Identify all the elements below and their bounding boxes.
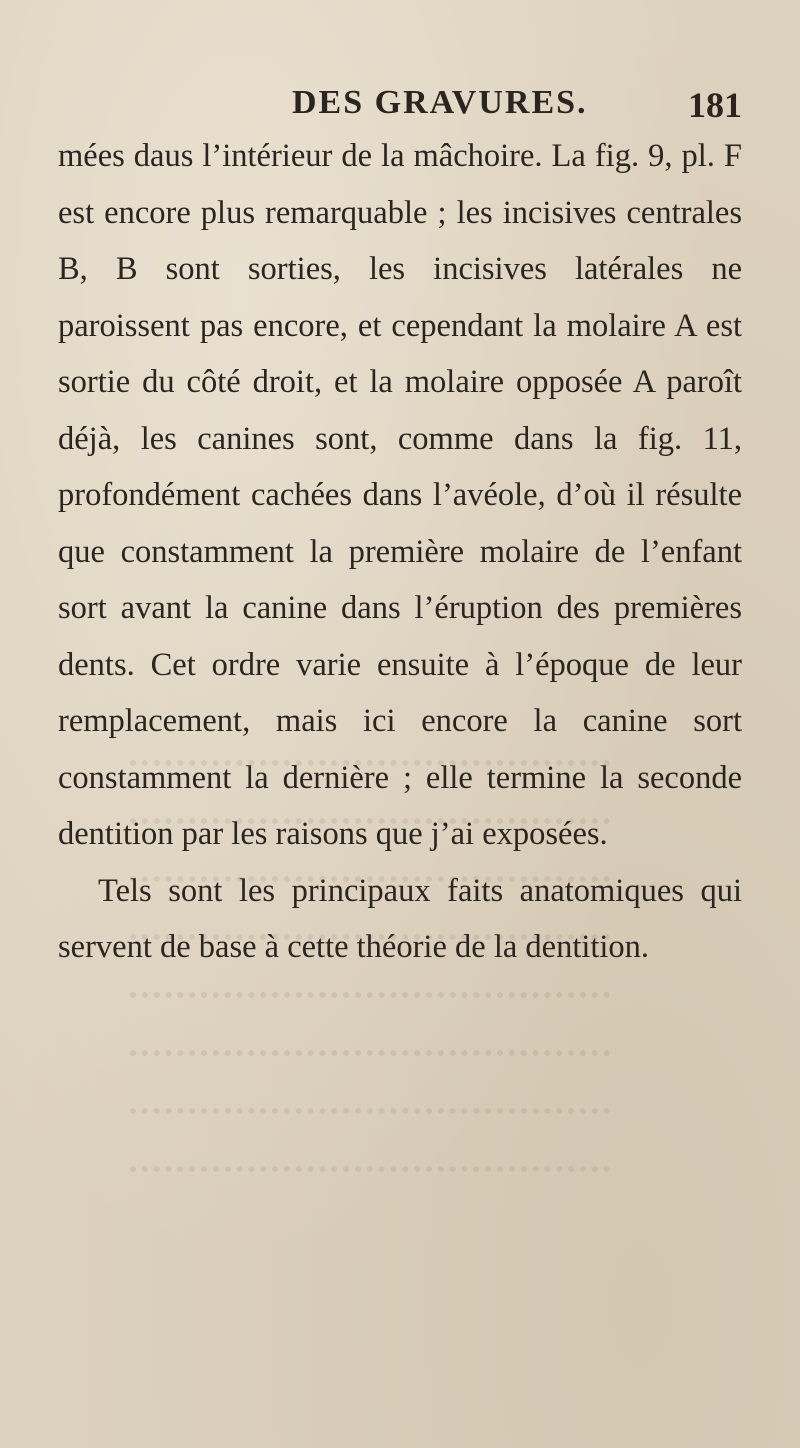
paragraph-1: mées daus l’intérieur de la mâchoire. La fig. 9, pl. F est encore plus remarquable ; les incisives centrales B, B sont sorties, les incisives latérales ne paroissent pas encore, et cependant la molaire A est sortie du côté droit, et la molaire opposée A paroît déjà, les canines sont, comme dans la fig. 11, profondément cachées dans l’avéole, d’où il résulte que constamment la première molaire de l’enfant sort avant la canine dans l’éruption des premières dents. Cet ordre varie ensuite à l’époque de leur remplacement, mais ici encore la canine sort constamment la dernière ; elle termine la seconde dentition par les raisons que j’ai exposées. [58, 138, 742, 852]
bleed-through-texture [110, 760, 730, 1280]
paragraph-2: Tels sont les principaux faits anatomiques qui servent de base à cette théorie de la dentition. [58, 872, 742, 965]
running-head [0, 84, 800, 128]
running-title: DES GRAVURES. [292, 84, 588, 121]
page-number: 181 [688, 85, 742, 125]
